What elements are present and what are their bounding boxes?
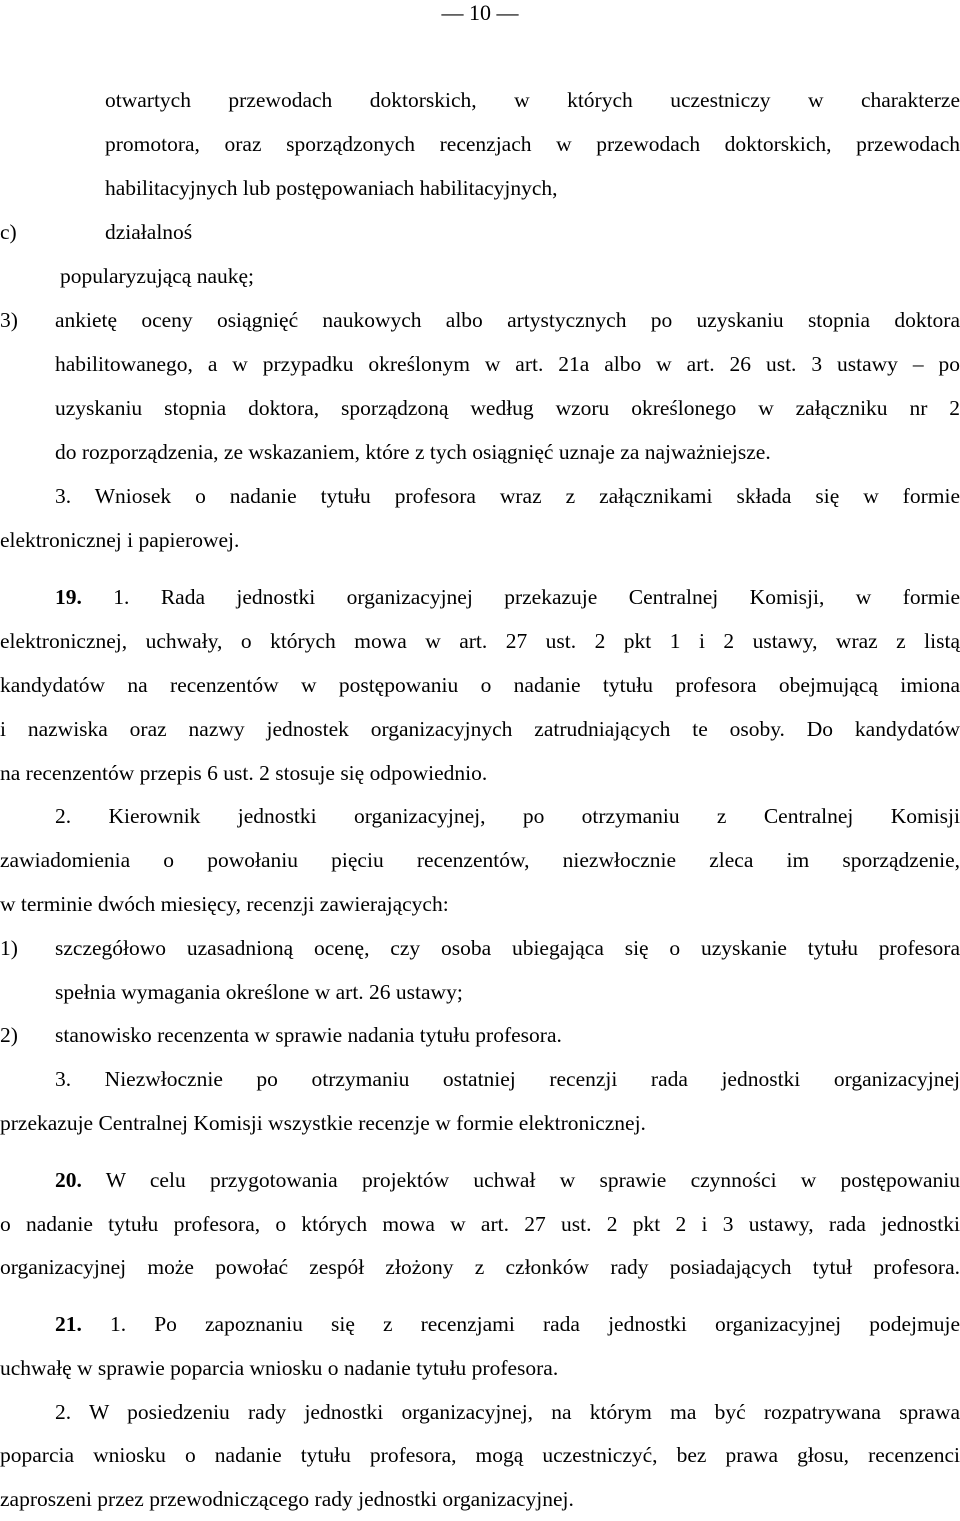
- text-line: [0, 1390, 960, 1434]
- text-line: [0, 1302, 960, 1346]
- line-text: ankietę oceny osiągnięć naukowych albo artystycznych po uzyskaniu stopnia doktora: [55, 308, 960, 332]
- line-text: spełnia wymagania określone w art. 26 ustawy;: [55, 980, 463, 1004]
- line-text: do rozporządzenia, ze wskazaniem, które z tych osiągnięć uznaje za najważniejsze.: [55, 440, 771, 464]
- line-text: uzyskaniu stopnia doktora, sporządzoną według wzoru określonego w załączniku nr 2: [55, 396, 960, 420]
- text-line: [0, 663, 960, 707]
- paragraph-number: 19.: [55, 585, 82, 609]
- paragraph-number: 20.: [55, 1168, 82, 1192]
- text-line: [0, 1158, 960, 1202]
- text-line: [0, 166, 960, 210]
- line-text: działalnoś: [105, 220, 193, 244]
- line-text: elektronicznej i papierowej.: [0, 528, 240, 552]
- line-text: stanowisko recenzenta w sprawie nadania tytułu profesora.: [55, 1023, 562, 1047]
- list-marker: 3): [0, 308, 18, 332]
- text-line: [0, 1057, 960, 1101]
- text-line: [0, 1477, 960, 1521]
- line-text: otwartych przewodach doktorskich, w których uczestniczy w charakterze: [105, 88, 960, 112]
- line-text: 2. Kierownik jednostki organizacyjnej, po otrzymaniu z Centralnej Komisji: [55, 804, 960, 828]
- line-text: W celu przygotowania projektów uchwał w sprawie czynności w postępowaniu: [105, 1168, 960, 1192]
- line-text: o nadanie tytułu profesora, o których mowa w art. 27 ust. 2 pkt 2 i 3 ustawy, rada jednostki: [0, 1212, 960, 1236]
- text-line: [0, 575, 960, 619]
- line-text: w terminie dwóch miesięcy, recenzji zawierających:: [0, 892, 449, 916]
- text-line: [0, 970, 960, 1014]
- text-line: [0, 78, 960, 122]
- line-text: poparcia wniosku o nadanie tytułu profesora, mogą uczestniczyć, bez prawa głosu, recenzenci: [0, 1443, 960, 1467]
- line-text: na recenzentów przepis 6 ust. 2 stosuje się odpowiednio.: [0, 761, 488, 785]
- line-text: organizacyjnej może powołać zespół złożony z członków rady posiadających tytuł profesora.: [0, 1255, 960, 1279]
- text-line: [0, 474, 960, 518]
- line-text: 2. W posiedzeniu rady jednostki organizacyjnej, na którym ma być rozpatrywana sprawa: [55, 1400, 960, 1424]
- paragraph-number: 21.: [55, 1312, 82, 1336]
- text-line: [0, 122, 960, 166]
- line-text: promotora, oraz sporządzonych recenzjach w przewodach doktorskich, przewodach: [105, 132, 960, 156]
- text-line: [0, 1433, 960, 1477]
- line-text: uchwałę w sprawie poparcia wniosku o nadanie tytułu profesora.: [0, 1356, 559, 1380]
- line-text: zawiadomienia o powołaniu pięciu recenzentów, niezwłocznie zleca im sporządzenie,: [0, 848, 960, 872]
- text-line: [0, 1245, 960, 1289]
- line-text: 1. Po zapoznaniu się z recenzjami rada jednostki organizacyjnej podejmuje: [109, 1312, 960, 1336]
- line-text: popularyzującą naukę;: [60, 264, 255, 288]
- text-line: [0, 254, 960, 298]
- text-line: [0, 386, 960, 430]
- text-line: [0, 1202, 960, 1246]
- text-line: [0, 210, 960, 254]
- text-line: [0, 882, 960, 926]
- line-text: przekazuje Centralnej Komisji wszystkie recenzje w formie elektronicznej.: [0, 1111, 646, 1135]
- line-text: 1. Rada jednostki organizacyjnej przekazuje Centralnej Komisji, w formie: [113, 585, 960, 609]
- text-line: [0, 838, 960, 882]
- text-line: [0, 751, 960, 795]
- text-line: [0, 794, 960, 838]
- line-text: 3. Wniosek o nadanie tytułu profesora wraz z załącznikami składa się w formie: [55, 484, 960, 508]
- list-marker: 1): [0, 936, 18, 960]
- line-text: zaproszeni przez przewodniczącego rady jednostki organizacyjnej.: [0, 1487, 574, 1511]
- text-line: [0, 342, 960, 386]
- line-text: i nazwiska oraz nazwy jednostek organizacyjnych zatrudniających te osoby. Do kandydatów: [0, 717, 960, 741]
- text-line: [0, 1346, 960, 1390]
- text-line: [0, 619, 960, 663]
- text-line: [0, 707, 960, 751]
- text-line: [0, 1101, 960, 1145]
- line-text: szczegółowo uzasadnioną ocenę, czy osoba ubiegająca się o uzyskanie tytułu profesora: [55, 936, 960, 960]
- text-line: [0, 1013, 960, 1057]
- list-marker: 2): [0, 1023, 18, 1047]
- text-line: [0, 430, 960, 474]
- line-text: habilitacyjnych lub postępowaniach habilitacyjnych,: [105, 176, 558, 200]
- line-text: elektronicznej, uchwały, o których mowa w art. 27 ust. 2 pkt 1 i 2 ustawy, wraz z listą: [0, 629, 960, 653]
- list-marker: c): [0, 220, 17, 244]
- line-text: habilitowanego, a w przypadku określonym w art. 21a albo w art. 26 ust. 3 ustawy – po: [55, 352, 960, 376]
- text-line: [0, 926, 960, 970]
- text-line: [0, 298, 960, 342]
- line-text: 3. Niezwłocznie po otrzymaniu ostatniej recenzji rada jednostki organizacyjnej: [55, 1067, 960, 1091]
- page-number: — 10 —: [441, 0, 519, 25]
- text-line: [0, 518, 960, 562]
- line-text: kandydatów na recenzentów w postępowaniu o nadanie tytułu profesora obejmującą imiona: [0, 673, 960, 697]
